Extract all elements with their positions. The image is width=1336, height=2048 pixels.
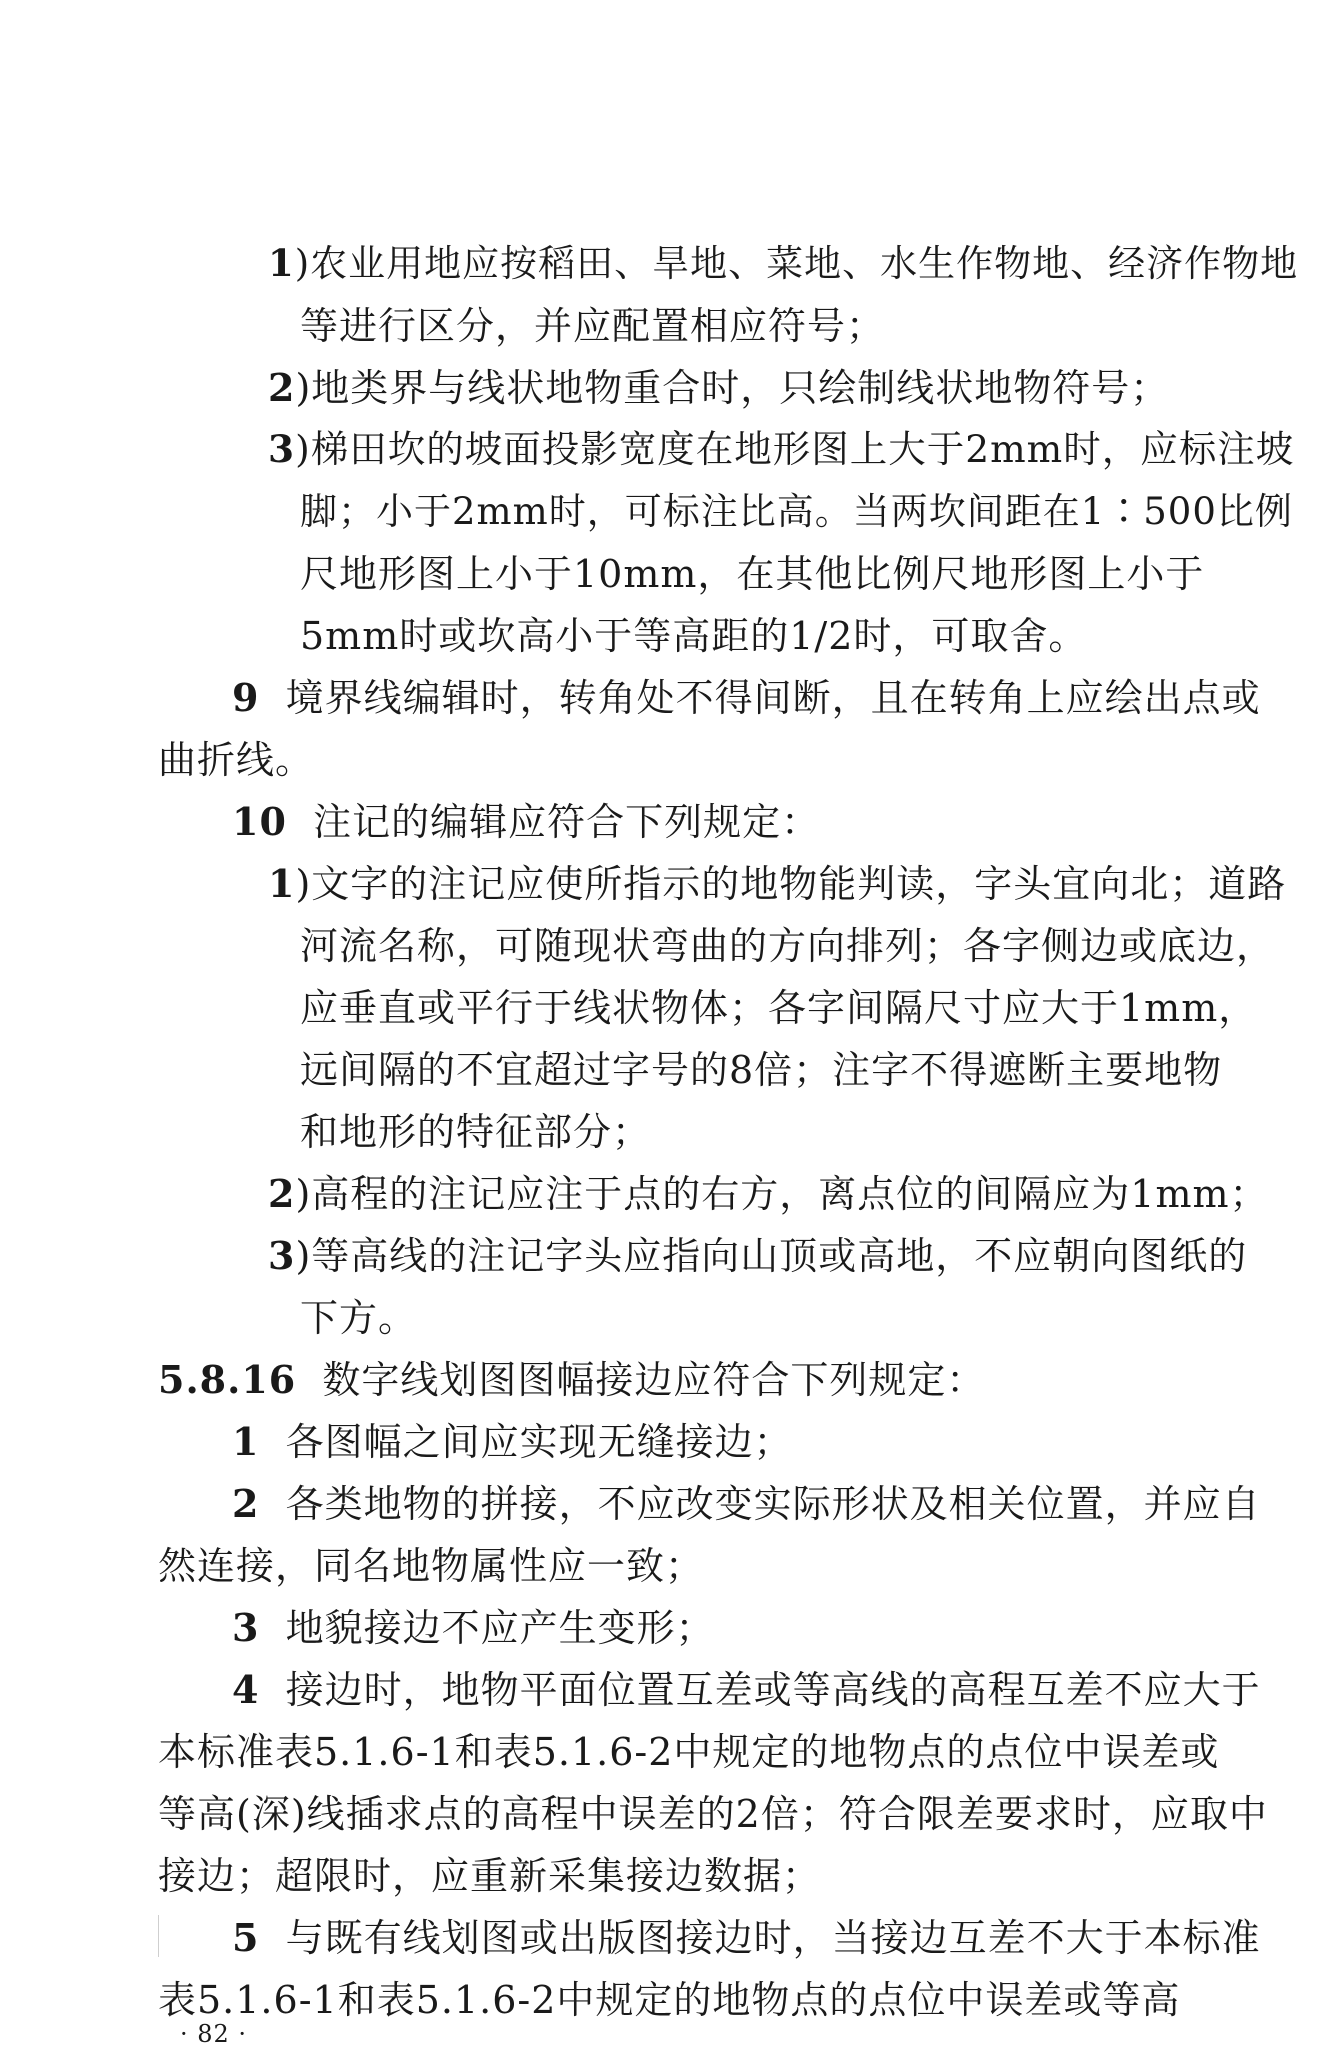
clause-text: 接边；超限时，应重新采集接边数据； [158,1854,822,1898]
continuation-line [300,304,886,348]
continuation-line [158,1544,705,1588]
clause-line [232,1605,715,1650]
continuation-line [300,1048,1223,1092]
item-text: 脚；小于2mm时，可标注比高。当两坎间距在1∶500比例 [300,490,1293,533]
clause-line [232,1481,1261,1526]
clause-number: 1 [232,1419,260,1464]
item-number: 1 [268,861,296,906]
section-number: 5.8.16 [158,1357,297,1402]
item-text: )农业用地应按稻田、旱地、菜地、水生作物地、经济作物地 [294,242,1299,285]
clause-line [232,1915,1261,1960]
item-text: 应垂直或平行于线状物体；各字间隔尺寸应大于1mm， [300,986,1258,1030]
item-text: 尺地形图上小于10mm，在其他比例尺地形图上小于 [300,552,1205,596]
clause-line [232,799,821,844]
clause-text: 接边时，地物平面位置互差或等高线的高程互差不应大于 [285,1668,1261,1712]
item-text: )高程的注记应注于点的右方，离点位的间隔应为1mm； [295,1172,1269,1216]
continuation-line [300,1110,652,1154]
continuation-line [300,1296,418,1340]
clause-text: 表5.1.6-1和表5.1.6-2中规定的地物点的点位中误差或等高 [158,1978,1181,2022]
clause-line [232,675,1261,720]
clause-text: 地貌接边不应产生变形； [285,1606,715,1650]
continuation-line [158,738,315,782]
clause-line [232,1667,1261,1712]
clause-number: 10 [232,799,287,844]
clause-number: 2 [232,1481,260,1526]
continuation-line [300,924,1276,968]
item-number: 3 [268,1233,296,1278]
continuation-line [158,1978,1181,2022]
section-heading-line [158,1357,986,1402]
list-item-line [268,427,1295,471]
continuation-line [300,490,1293,533]
continuation-line [158,1792,1268,1836]
clause-number: 4 [232,1667,260,1712]
clause-text: 各图幅之间应实现无缝接边； [285,1420,793,1464]
list-item-line [268,241,1299,285]
list-item-line [268,1171,1269,1216]
item-number: 1 [268,241,295,285]
continuation-line [300,552,1205,596]
item-text: )地类界与线状地物重合时，只绘制线状地物符号； [295,366,1170,410]
continuation-line [158,1854,822,1898]
list-item-line [268,861,1287,906]
section-text: 数字线划图图幅接边应符合下列规定： [322,1358,986,1402]
clause-text: 本标准表5.1.6-1和表5.1.6-2中规定的地物点的点位中误差或 [158,1730,1220,1774]
clause-text: 各类地物的拼接，不应改变实际形状及相关位置，并应自 [285,1482,1261,1526]
clause-text: 然连接，同名地物属性应一致； [158,1544,705,1588]
continuation-line [300,986,1258,1030]
item-text: )文字的注记应使所指示的地物能判读，字头宜向北；道路 [295,862,1287,906]
item-text: 5mm时或坎高小于等高距的1/2时，可取舍。 [300,614,1088,658]
scan-margin-mark [158,1915,159,1957]
list-item-line [268,1233,1248,1278]
clause-text: 等高(深)线插求点的高程中误差的2倍；符合限差要求时，应取中 [158,1792,1268,1836]
item-text: )等高线的注记字头应指向山顶或高地，不应朝向图纸的 [295,1234,1248,1278]
item-number: 2 [268,1171,296,1216]
clause-text: 与既有线划图或出版图接边时，当接边互差不大于本标准 [285,1916,1261,1960]
item-text: 和地形的特征部分； [300,1110,652,1154]
item-text: 河流名称，可随现状弯曲的方向排列；各字侧边或底边， [300,924,1276,968]
item-number: 3 [268,427,296,471]
clause-text: 境界线编辑时，转角处不得间断，且在转角上应绘出点或 [285,676,1261,720]
clause-text: 注记的编辑应符合下列规定： [313,800,821,844]
item-text: 下方。 [300,1296,418,1340]
continuation-line [300,614,1088,658]
item-text: 远间隔的不宜超过字号的8倍；注字不得遮断主要地物 [300,1048,1223,1092]
clause-line [232,1419,793,1464]
clause-number: 3 [232,1605,260,1650]
clause-text: 曲折线。 [158,738,315,782]
item-text: 等进行区分，并应配置相应符号； [300,304,886,348]
list-item-line [268,365,1170,410]
continuation-line [158,1730,1220,1774]
clause-number: 9 [232,675,260,720]
item-number: 2 [268,365,296,410]
page-number: · 82 · [180,2020,248,2048]
item-text: )梯田坎的坡面投影宽度在地形图上大于2mm时，应标注坡 [295,427,1295,471]
clause-number: 5 [232,1915,260,1960]
